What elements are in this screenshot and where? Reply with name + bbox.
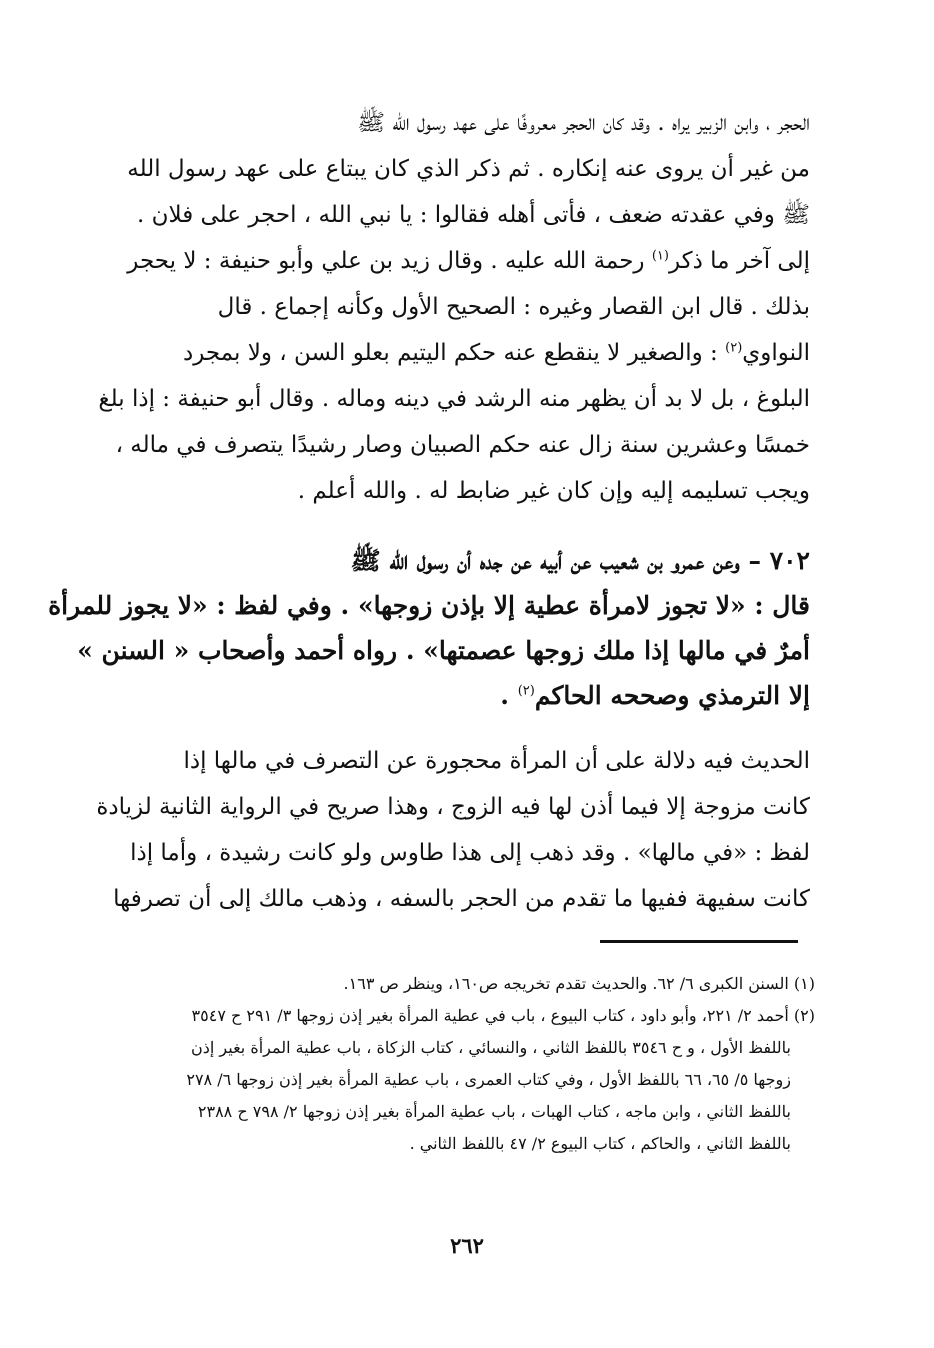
- page-number: ٢٦٢: [450, 1233, 484, 1258]
- text-line: ويجب تسليمه إليه وإن كان غير ضابط له . والله أعلم .: [297, 478, 810, 504]
- text-segment: النواوي: [742, 340, 810, 366]
- footnote-2: (٢) أحمد ٢/ ٢٢١، وأبو داود ، كتاب البيوع ، باب في عطية المرأة بغير إذن زوجها ٣/ ٢٩١ ح ٣٥٤٧: [191, 1006, 815, 1025]
- text-line: ﷺ وفي عقدته ضعف ، فأتى أهله فقالوا : يا نبي الله ، احجر على فلان .: [136, 202, 810, 228]
- text-line: بذلك . قال ابن القصار وغيره : الصحيح الأول وكأنه إجماع . قال: [217, 294, 810, 320]
- footnote-marker: (٢): [517, 683, 535, 699]
- text-line: [125, 238, 810, 284]
- hadith-line: قال : «لا تجوز لامرأة عطية إلا بإذن زوجها» . وفي لفظ : «لا يجوز للمرأة: [48, 591, 810, 620]
- footnote-2-continued: باللفظ الأول ، و ح ٣٥٤٦ باللفظ الثاني ، والنسائي ، كتاب الزكاة ، باب عطية المرأة بغير إذن: [191, 1038, 791, 1057]
- footnote-marker: (١): [651, 248, 669, 264]
- text-segment: إلى آخر ما ذكر: [668, 248, 810, 274]
- text-segment: إلا الترمذي وصححه الحاكم: [534, 681, 810, 710]
- hadith-line: أمرٌ في مالها إذا ملك زوجها عصمتها» . رواه أحمد وأصحاب « السنن »: [77, 636, 810, 665]
- footnote-marker: (٢): [725, 340, 743, 356]
- text-line: من غير أن يروى عنه إنكاره . ثم ذكر الذي كان يبتاع على عهد رسول الله: [127, 156, 810, 182]
- footnote-divider: [600, 940, 798, 943]
- text-line: الحجر ، وابن الزبير يراه . وقد كان الحجر معروفًا على عهد رسول الله ﷺ: [357, 110, 810, 136]
- text-segment: : والصغير لا ينقطع عنه حكم اليتيم بعلو السن ، ولا بمجرد: [182, 340, 726, 366]
- hadith-line: [125, 538, 810, 583]
- text-segment: .: [500, 681, 518, 710]
- text-segment: رحمة الله عليه . وقال زيد بن علي وأبو حنيفة : لا يحجر: [127, 248, 652, 274]
- hadith-line: [125, 673, 810, 718]
- text-segment: وعن عمرو بن شعيب عن أبيه عن جده أن رسول الله ﷺ: [350, 546, 749, 575]
- footnote-2-continued: باللفظ الثاني ، وابن ماجه ، كتاب الهبات ، باب عطية المرأة بغير إذن زوجها ٢/ ٧٩٨ ح ٢٣٨٨: [197, 1102, 791, 1121]
- text-line: كانت سفيهة ففيها ما تقدم من الحجر بالسفه ، وذهب مالك إلى أن تصرفها: [113, 886, 810, 912]
- footnote-2-continued: باللفظ الثاني ، والحاكم ، كتاب البيوع ٢/ ٤٧ باللفظ الثاني .: [409, 1134, 791, 1153]
- text-line: البلوغ ، بل لا بد أن يظهر منه الرشد في دينه وماله . وقال أبو حنيفة : إذا بلغ: [98, 386, 810, 412]
- footnote-2-continued: زوجها ٥/ ٦٥، ٦٦ باللفظ الأول ، وفي كتاب العمرى ، باب عطية المرأة بغير إذن زوجها ٦/ ٢٧٨: [186, 1070, 791, 1089]
- footnotes: [125, 968, 815, 1160]
- hadith-number: ٧٠٢ –: [748, 546, 810, 575]
- hadith-text: [48, 538, 810, 718]
- text-line: كانت مزوجة إلا فيما أذن لها فيه الزوج ، وهذا صريح في الرواية الثانية لزيادة: [96, 794, 810, 820]
- commentary-paragraph-top: [98, 100, 810, 514]
- footnote-1: (١) السنن الكبرى ٦/ ٦٢. والحديث تقدم تخريجه ص١٦٠، وينظر ص ١٦٣.: [343, 974, 815, 993]
- text-line: خمسًا وعشرين سنة زال عنه حكم الصبيان وصار رشيدًا يتصرف في ماله ،: [115, 432, 810, 458]
- commentary-paragraph-hadith: [96, 738, 810, 922]
- text-line: لفظ : «في مالها» . وقد ذهب إلى هذا طاوس ولو كانت رشيدة ، وأما إذا: [130, 840, 810, 866]
- text-line: الحديث فيه دلالة على أن المرأة محجورة عن التصرف في مالها إذا: [183, 748, 810, 774]
- text-line: [125, 330, 810, 376]
